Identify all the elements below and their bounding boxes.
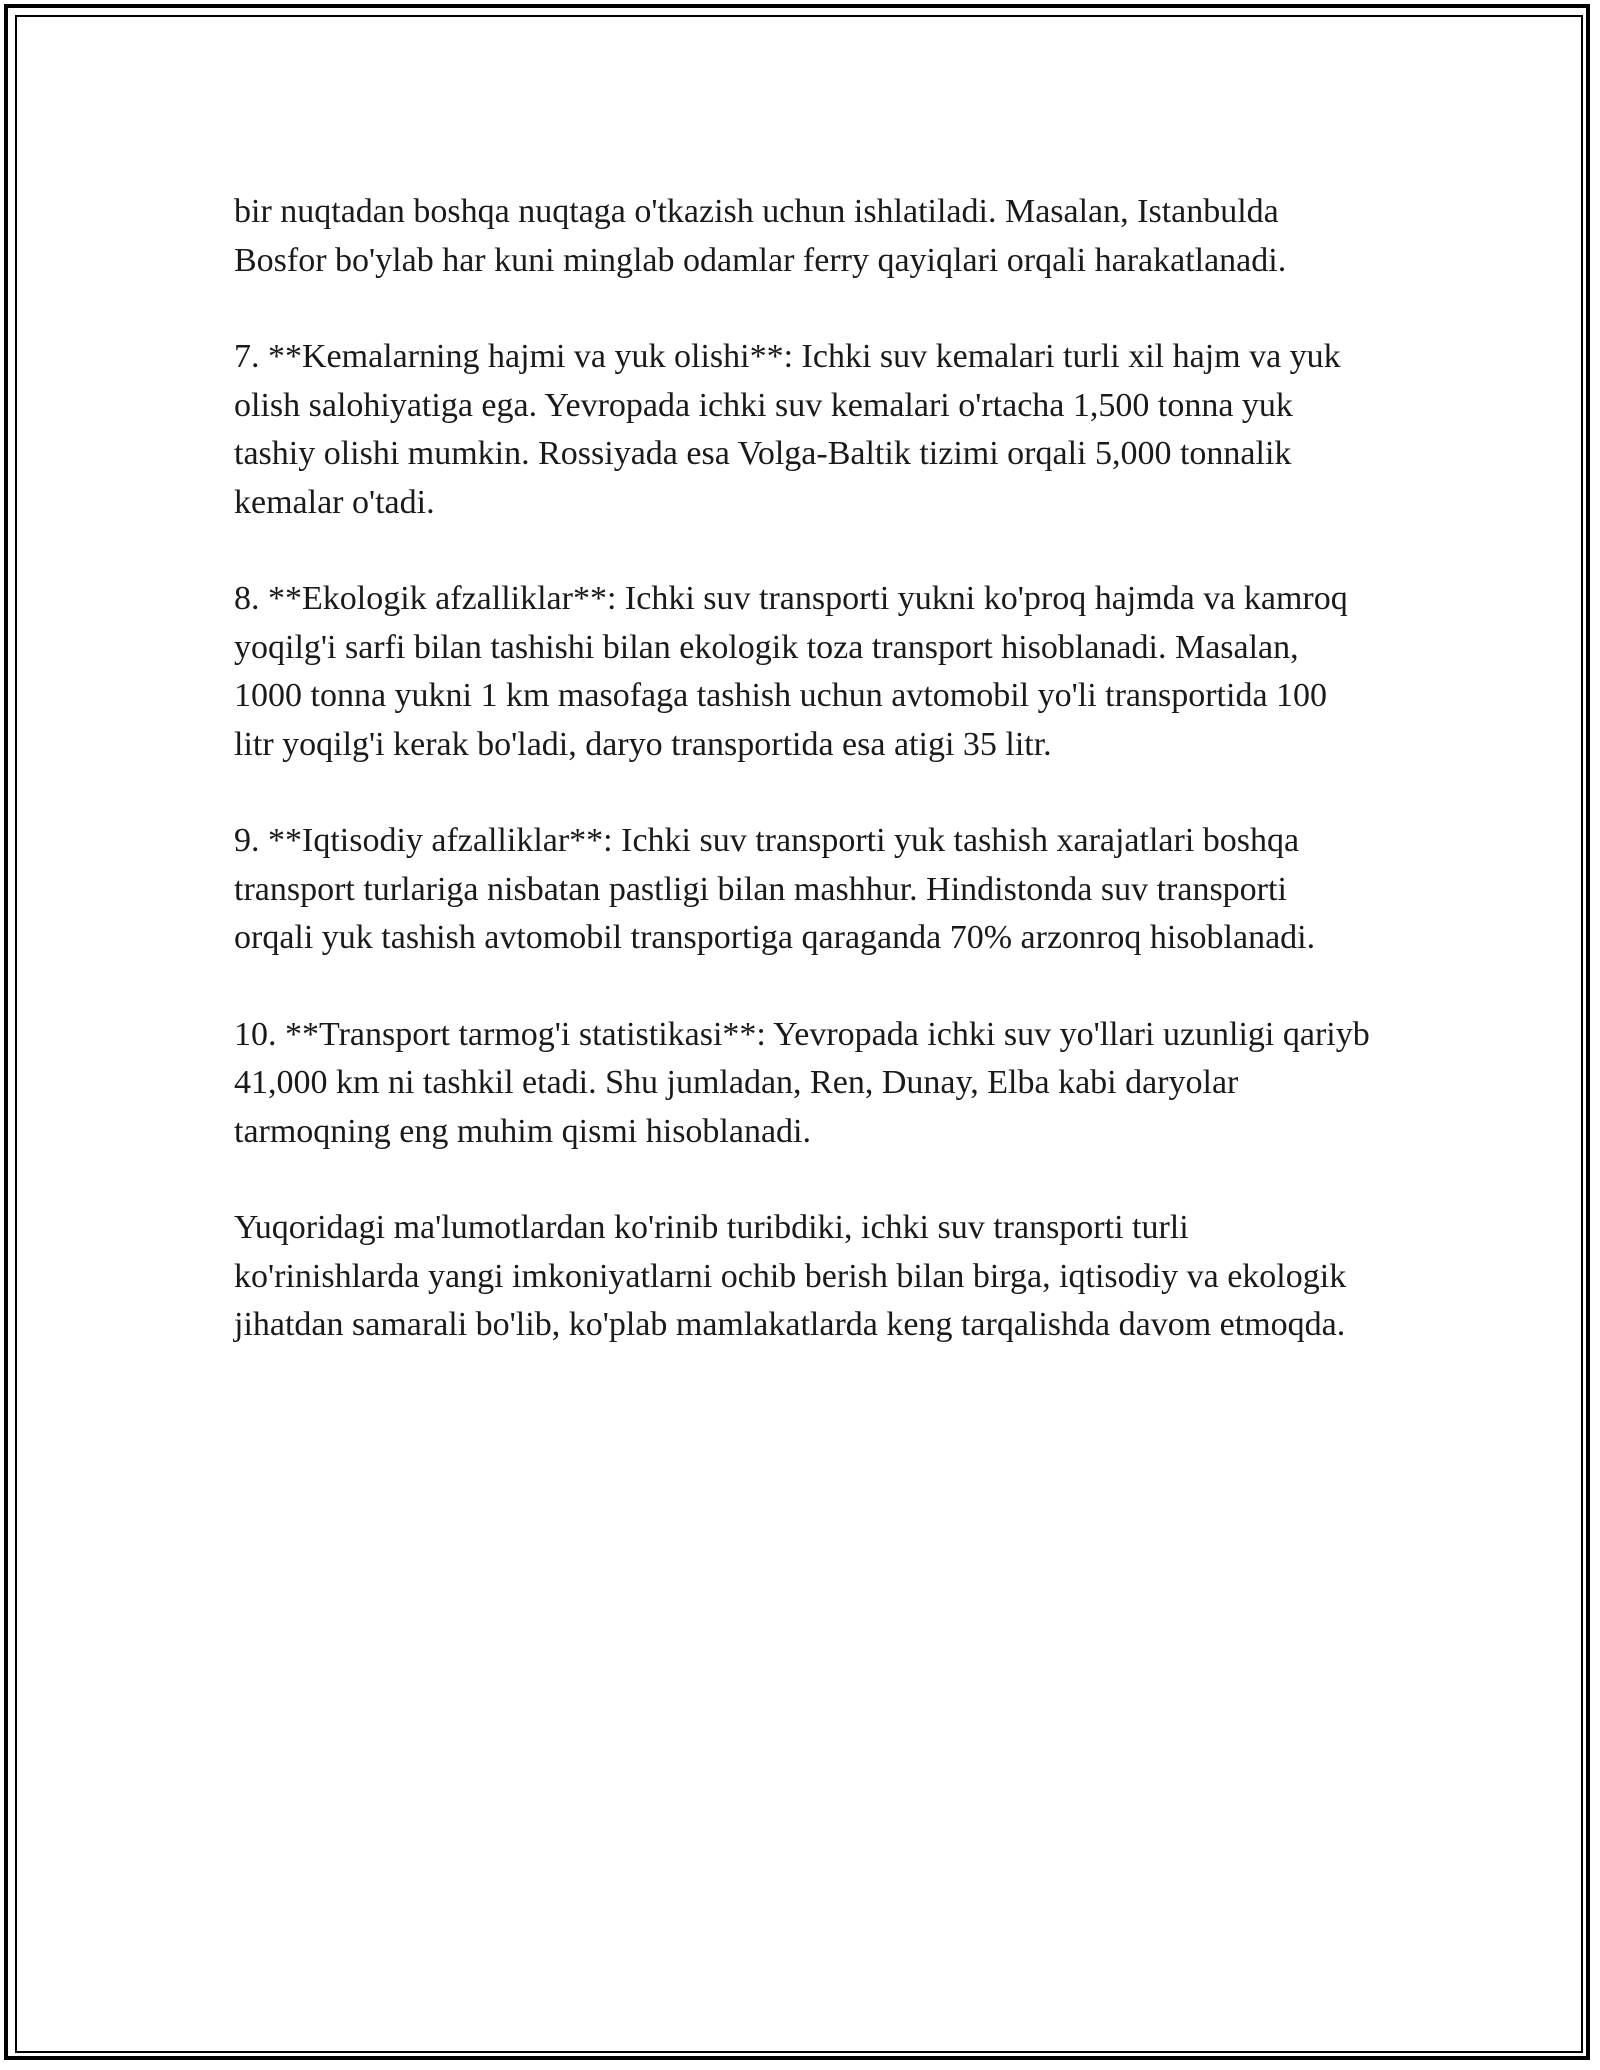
paragraph-item-9: 9. **Iqtisodiy afzalliklar**: Ichki suv transporti yuk tashish xarajatlari boshqa transport turlariga nisbatan pastligi bilan mashhur. Hindistonda suv transporti orqali yuk tashish avtomobil transportiga qaraganda 70% arzonroq hisoblanadi.	[234, 822, 1316, 956]
paragraph-item-10: 10. **Transport tarmog'i statistikasi**: Yevropada ichki suv yo'llari uzunligi qariyb 41,000 km ni tashkil etadi. Shu jumladan, Ren, Dunay, Elba kabi daryolar tarmoqning eng muhim qismi hisoblanadi.	[234, 1015, 1370, 1150]
paragraph-continuation: bir nuqtadan boshqa nuqtaga o'tkazish uchun ishlatiladi. Masalan, Istanbulda Bosfor bo'ylab har kuni minglab odamlar ferry qayiqlari orqali harakatlanadi.	[234, 193, 1287, 279]
paragraph-conclusion: Yuqoridagi ma'lumotlardan ko'rinib turibdiki, ichki suv transporti turli ko'rinishlarda yangi imkoniyatlarni ochib berish bilan birga, iqtisodiy va ekologik jihatdan samarali bo'lib, ko'plab mamlakatlarda keng tarqalishda davom etmoqda.	[234, 1209, 1347, 1343]
paragraph-item-7: 7. **Kemalarning hajmi va yuk olishi**: Ichki suv kemalari turli xil hajm va yuk olish salohiyatiga ega. Yevropada ichki suv kemalari o'rtacha 1,500 tonna yuk tashiy olishi mumkin. Rossiyada esa Volga-Baltik tizimi orqali 5,000 tonnalik kemalar o'tadi.	[234, 338, 1341, 521]
paragraph-item-8: 8. **Ekologik afzalliklar**: Ichki suv transporti yukni ko'proq hajmda va kamroq yoqilg'i sarfi bilan tashishi bilan ekologik toza transport hisoblanadi. Masalan, 1000 tonna yukni 1 km masofaga tashish uchun avtomobil yo'li transportida 100 litr yoqilg'i kerak bo'ladi, daryo transportida esa atigi 35 litr.	[234, 580, 1348, 763]
document-body	[234, 188, 1370, 1350]
